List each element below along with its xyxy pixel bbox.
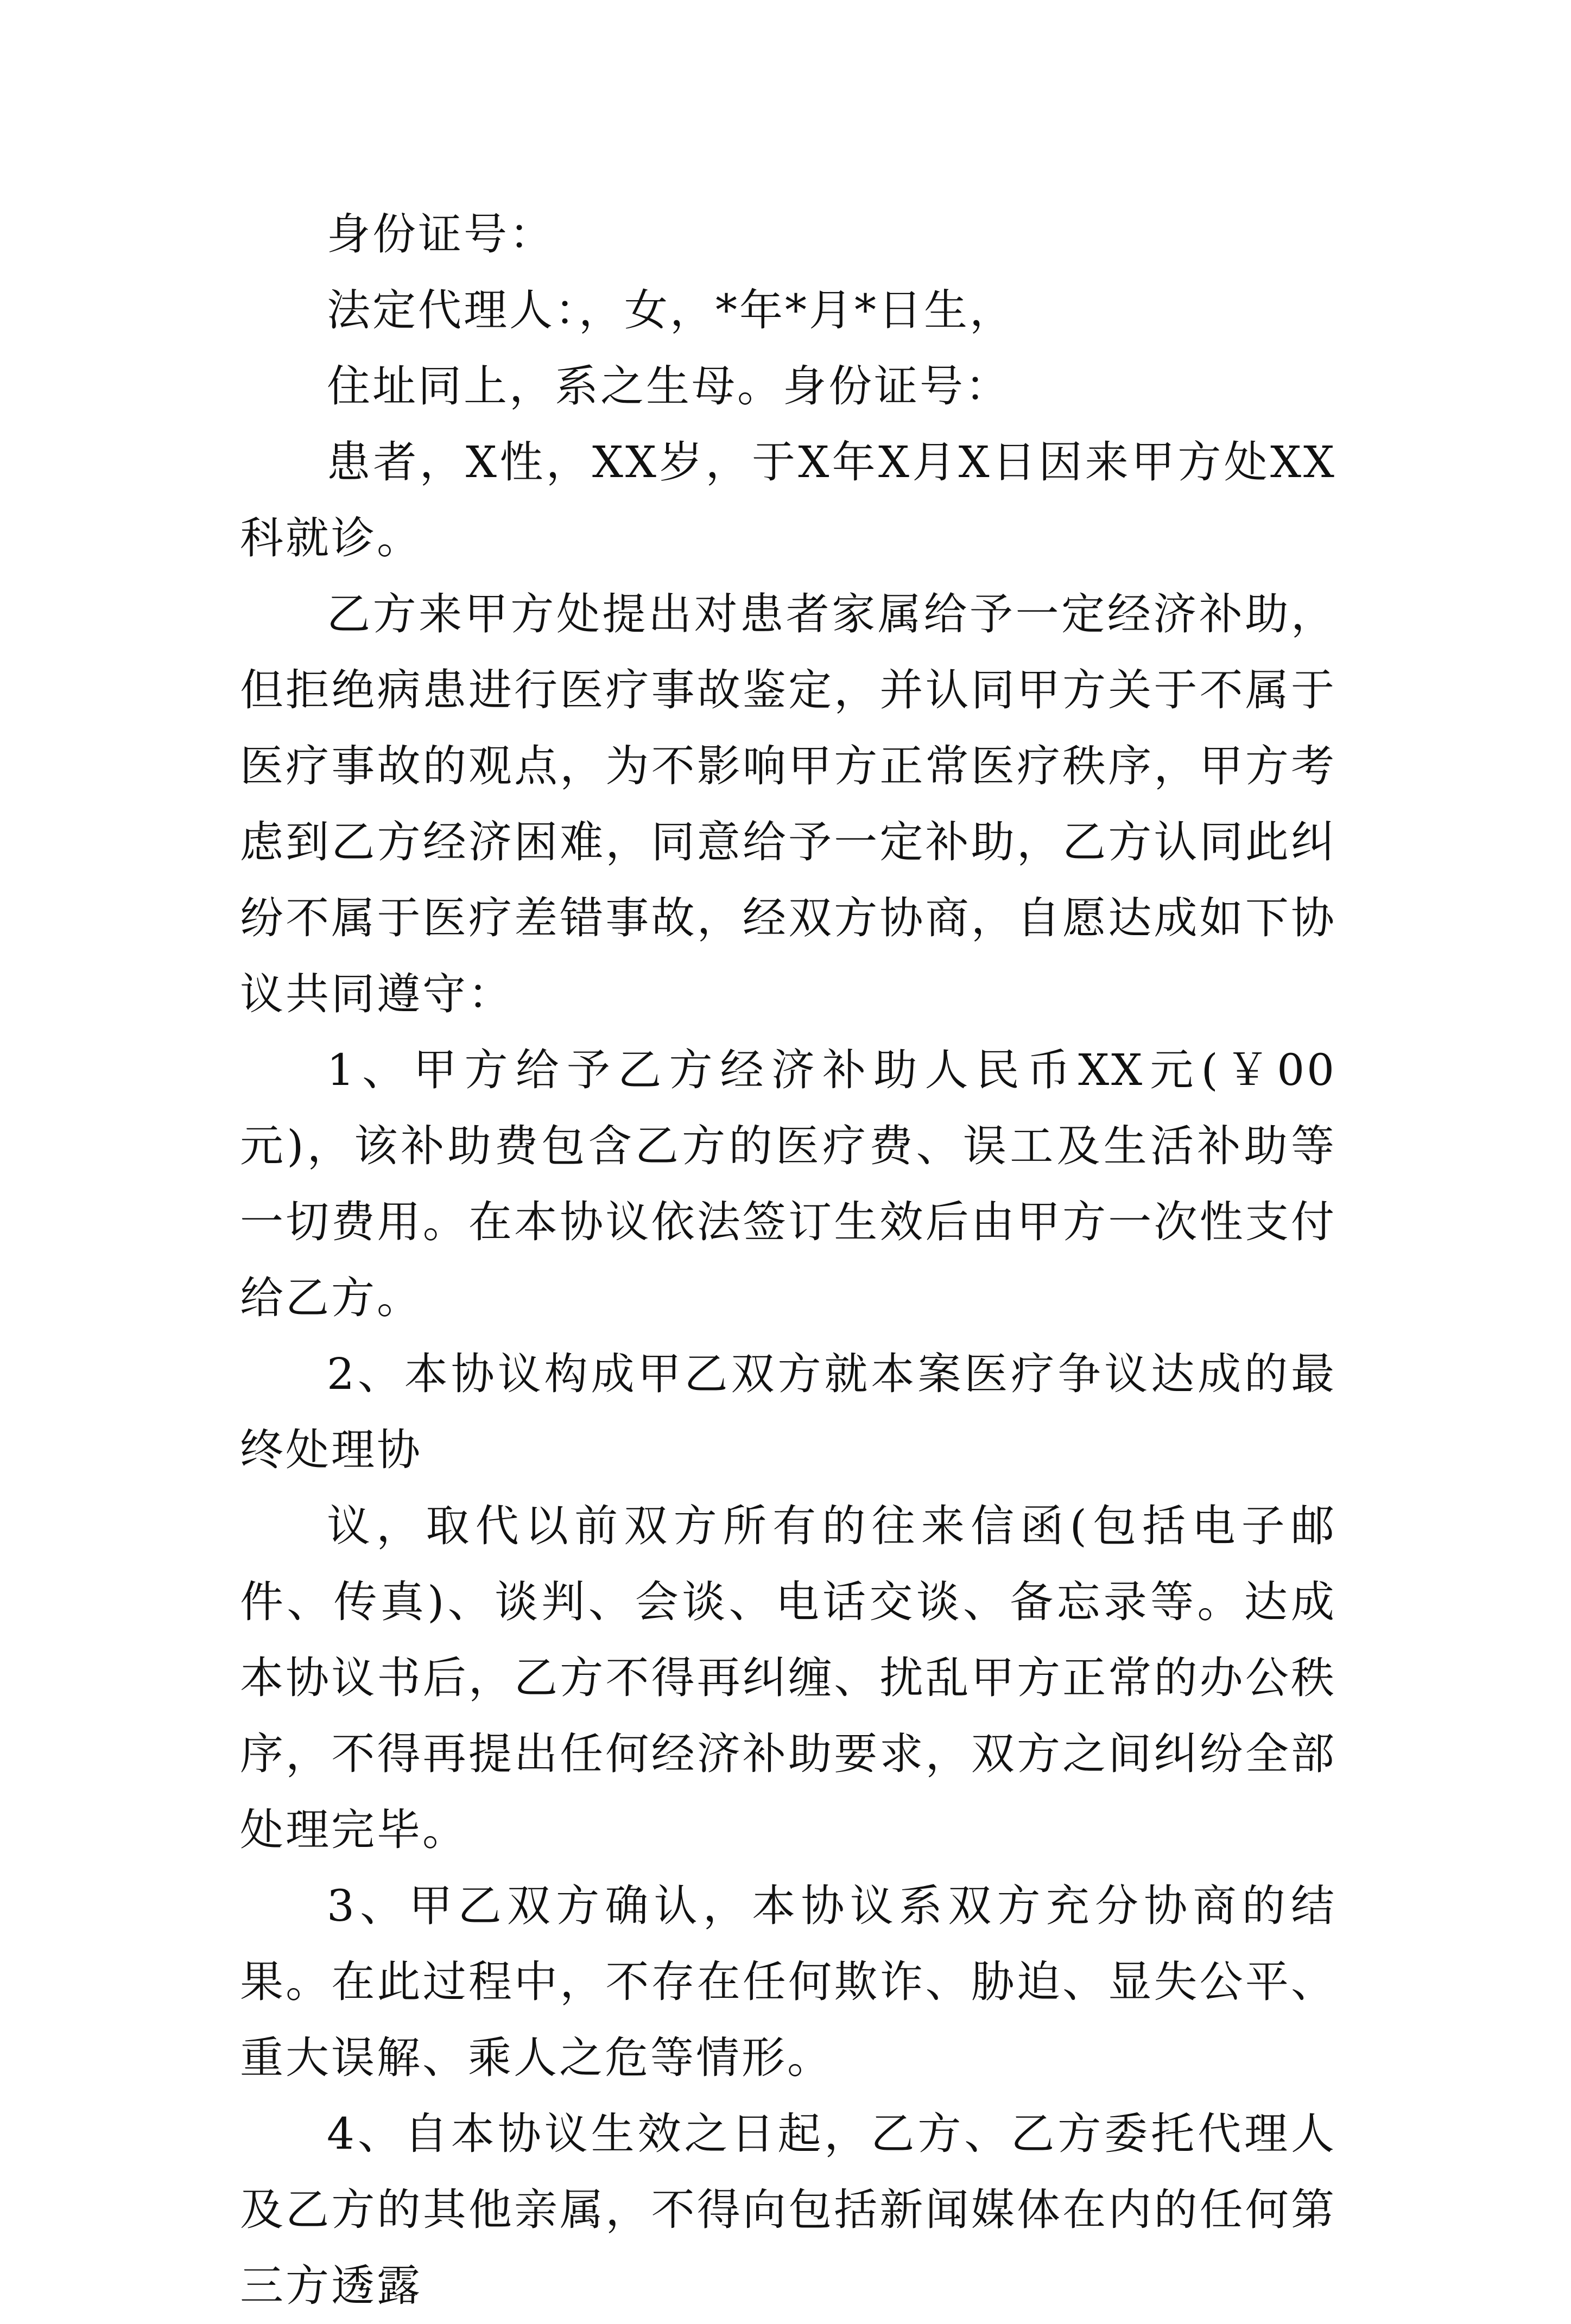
paragraph-clause-3: 3、甲乙双方确认，本协议系双方充分协商的结果。在此过程中，不存在任何欺诈、胁迫、显失公平、重大误解、乘人之危等情形。 bbox=[240, 1881, 1336, 2083]
paragraph-address: 住址同上，系之生母。身份证号： bbox=[327, 361, 1011, 411]
paragraph-clause-1: 1、甲方给予乙方经济补助人民币XX元(￥00元)，该补助费包含乙方的医疗费、误工及生活补助等一切费用。在本协议依法签订生效后由甲方一次性支付给乙方。 bbox=[240, 1045, 1336, 1323]
paragraph-clause-2-continued: 议，取代以前双方所有的往来信函(包括电子邮件、传真)、谈判、会谈、电话交谈、备忘录等。达成本协议书后，乙方不得再纠缠、扰乱甲方正常的办公秩序，不得再提出任何经济补助要求，双方之间纠纷全部处理完毕。 bbox=[240, 1501, 1336, 1855]
paragraph-clause-4: 4、自本协议生效之日起，乙方、乙方委托代理人及乙方的其他亲属，不得向包括新闻媒体在内的任何第三方透露 bbox=[240, 2109, 1336, 2311]
document-body bbox=[240, 196, 1336, 2324]
paragraph-background: 乙方来甲方处提出对患者家属给予一定经济补助，但拒绝病患进行医疗事故鉴定，并认同甲方关于不属于医疗事故的观点，为不影响甲方正常医疗秩序，甲方考虑到乙方经济困难，同意给予一定补助，乙方认同此纠纷不属于医疗差错事故，经双方协商，自愿达成如下协议共同遵守： bbox=[240, 589, 1336, 1019]
paragraph-patient-info: 患者，X性，XX岁，于X年X月X日因来甲方处XX科就诊。 bbox=[240, 437, 1336, 563]
paragraph-id-number: 身份证号： bbox=[327, 209, 555, 259]
paragraph-clause-2: 2、本协议构成甲乙双方就本案医疗争议达成的最终处理协 bbox=[240, 1349, 1336, 1475]
paragraph-legal-representative: 法定代理人：，女，*年*月*日生， bbox=[327, 285, 1015, 335]
